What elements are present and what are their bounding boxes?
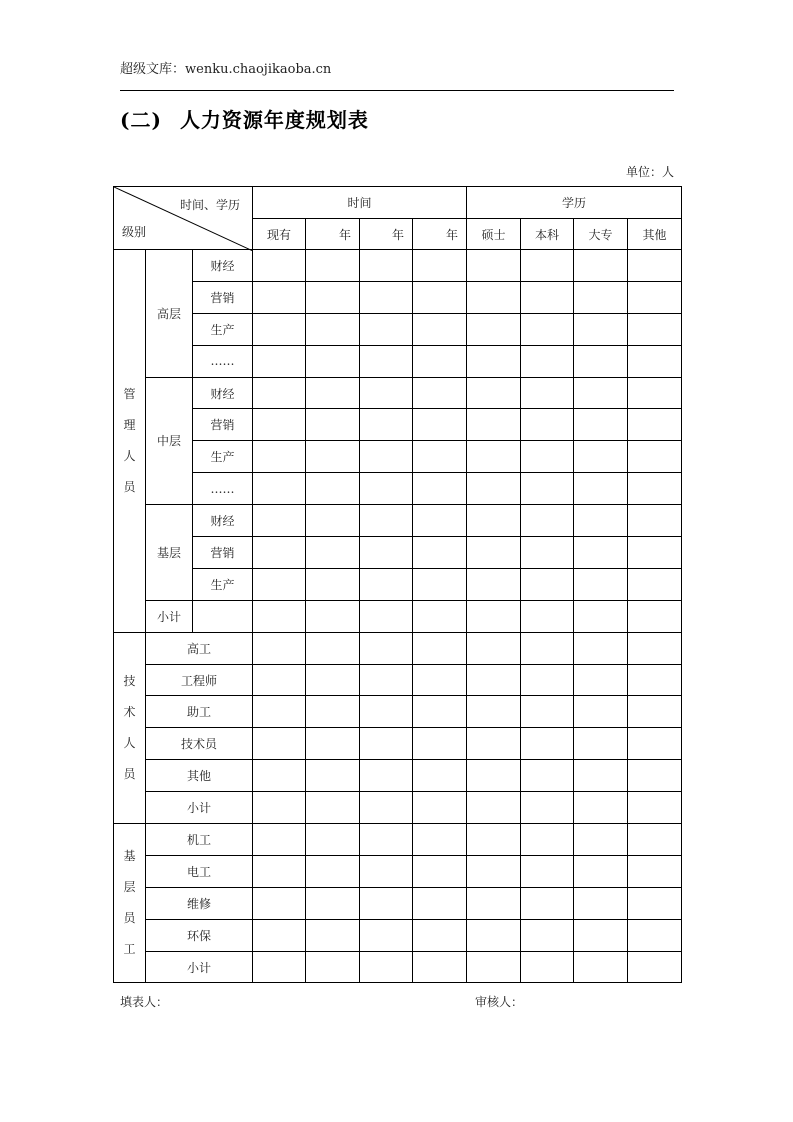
data-cell[interactable] xyxy=(413,728,467,760)
data-cell[interactable] xyxy=(413,377,467,409)
data-cell[interactable] xyxy=(306,632,360,664)
data-cell[interactable] xyxy=(521,441,574,473)
table-row xyxy=(114,441,682,473)
row-label: 营销 xyxy=(193,537,253,569)
table-row xyxy=(114,409,682,441)
data-cell[interactable] xyxy=(521,377,574,409)
data-cell[interactable] xyxy=(467,537,521,569)
data-cell[interactable] xyxy=(306,409,360,441)
section-label-char: 术 xyxy=(123,704,136,719)
data-cell[interactable] xyxy=(628,281,682,313)
data-cell[interactable] xyxy=(574,887,628,919)
section-label-char: 技 xyxy=(123,673,136,688)
data-cell[interactable] xyxy=(574,919,628,951)
data-cell[interactable] xyxy=(574,664,628,696)
data-cell[interactable] xyxy=(628,760,682,792)
data-cell[interactable] xyxy=(413,505,467,537)
data-cell[interactable] xyxy=(306,250,360,282)
data-cell[interactable] xyxy=(413,696,467,728)
data-cell[interactable] xyxy=(574,632,628,664)
data-cell[interactable] xyxy=(413,887,467,919)
col-header-other: 其他 xyxy=(628,219,682,250)
row-label: …… xyxy=(193,473,253,505)
data-cell[interactable] xyxy=(467,887,521,919)
data-cell[interactable] xyxy=(467,792,521,824)
section-label-char: 理 xyxy=(123,417,136,432)
data-cell[interactable] xyxy=(360,664,413,696)
row-label: 营销 xyxy=(193,281,253,313)
data-cell[interactable] xyxy=(574,473,628,505)
row-label: 机工 xyxy=(146,824,253,856)
data-cell[interactable] xyxy=(360,441,413,473)
data-cell[interactable] xyxy=(306,728,360,760)
data-cell[interactable] xyxy=(413,824,467,856)
data-cell[interactable] xyxy=(413,792,467,824)
data-cell[interactable] xyxy=(521,632,574,664)
data-cell[interactable] xyxy=(467,824,521,856)
data-cell[interactable] xyxy=(521,568,574,600)
section-label-char: 层 xyxy=(123,880,136,895)
table-row xyxy=(114,313,682,345)
table-row xyxy=(114,345,682,377)
data-cell[interactable] xyxy=(467,728,521,760)
data-cell[interactable] xyxy=(413,760,467,792)
row-label: 生产 xyxy=(193,568,253,600)
table-row xyxy=(114,696,682,728)
data-cell[interactable] xyxy=(413,664,467,696)
header-divider xyxy=(120,90,674,91)
table-row xyxy=(114,377,682,409)
data-cell[interactable] xyxy=(467,855,521,887)
data-cell[interactable] xyxy=(360,919,413,951)
subgroup-label: 基层 xyxy=(146,505,193,601)
data-cell[interactable] xyxy=(574,377,628,409)
filler-label: 填表人： xyxy=(120,995,169,1009)
row-label: 助工 xyxy=(146,696,253,728)
data-cell[interactable] xyxy=(521,250,574,282)
col-header-year-2: 年 xyxy=(360,219,413,250)
data-cell[interactable] xyxy=(413,250,467,282)
table-row xyxy=(114,600,682,632)
data-cell[interactable] xyxy=(360,250,413,282)
data-cell[interactable] xyxy=(413,473,467,505)
data-cell[interactable] xyxy=(360,887,413,919)
data-cell[interactable] xyxy=(467,473,521,505)
row-label: 财经 xyxy=(193,250,253,282)
row-label: 电工 xyxy=(146,855,253,887)
data-cell[interactable] xyxy=(467,441,521,473)
data-cell[interactable] xyxy=(467,409,521,441)
section-label-char: 工 xyxy=(123,942,136,957)
hr-plan-table xyxy=(113,186,682,983)
data-cell[interactable] xyxy=(521,792,574,824)
data-cell[interactable] xyxy=(360,345,413,377)
data-cell[interactable] xyxy=(253,281,306,313)
data-cell[interactable] xyxy=(253,568,306,600)
data-cell[interactable] xyxy=(253,951,306,983)
table-row xyxy=(114,824,682,856)
data-cell[interactable] xyxy=(467,696,521,728)
table-row xyxy=(114,505,682,537)
row-label: 其他 xyxy=(146,760,253,792)
data-cell[interactable] xyxy=(467,664,521,696)
subgroup-label: 中层 xyxy=(146,377,193,505)
data-cell[interactable] xyxy=(253,728,306,760)
data-cell[interactable] xyxy=(360,281,413,313)
data-cell[interactable] xyxy=(521,951,574,983)
data-cell[interactable] xyxy=(521,409,574,441)
data-cell[interactable] xyxy=(360,728,413,760)
data-cell[interactable] xyxy=(467,345,521,377)
group-header-time: 时间 xyxy=(253,187,467,219)
data-cell[interactable] xyxy=(253,345,306,377)
data-cell[interactable] xyxy=(467,919,521,951)
data-cell[interactable] xyxy=(360,505,413,537)
data-cell[interactable] xyxy=(574,281,628,313)
data-cell[interactable] xyxy=(306,345,360,377)
data-cell[interactable] xyxy=(521,281,574,313)
data-cell[interactable] xyxy=(253,792,306,824)
col-header-year-1: 年 xyxy=(306,219,360,250)
data-cell[interactable] xyxy=(521,855,574,887)
data-cell[interactable] xyxy=(360,792,413,824)
data-cell[interactable] xyxy=(413,345,467,377)
section-label-char: 员 xyxy=(123,766,136,781)
data-cell[interactable] xyxy=(413,568,467,600)
data-cell[interactable] xyxy=(628,696,682,728)
data-cell[interactable] xyxy=(306,696,360,728)
data-cell[interactable] xyxy=(467,632,521,664)
data-cell[interactable] xyxy=(521,760,574,792)
data-cell[interactable] xyxy=(628,250,682,282)
data-cell[interactable] xyxy=(253,760,306,792)
section-label xyxy=(114,250,146,633)
table-row xyxy=(114,632,682,664)
table-row xyxy=(114,250,682,282)
data-cell[interactable] xyxy=(253,696,306,728)
data-cell[interactable] xyxy=(360,696,413,728)
data-cell[interactable] xyxy=(574,824,628,856)
data-cell[interactable] xyxy=(253,919,306,951)
table-row xyxy=(114,568,682,600)
data-cell[interactable] xyxy=(521,537,574,569)
row-label: 生产 xyxy=(193,441,253,473)
data-cell[interactable] xyxy=(253,473,306,505)
table-row xyxy=(114,537,682,569)
data-cell[interactable] xyxy=(628,345,682,377)
data-cell[interactable] xyxy=(413,632,467,664)
row-label: 小计 xyxy=(146,951,253,983)
data-cell[interactable] xyxy=(628,792,682,824)
table-row xyxy=(114,281,682,313)
data-cell[interactable] xyxy=(628,919,682,951)
section-label-char: 人 xyxy=(123,735,136,750)
subgroup-label: 高层 xyxy=(146,250,193,378)
data-cell[interactable] xyxy=(521,600,574,632)
table-row xyxy=(114,951,682,983)
data-cell[interactable] xyxy=(360,409,413,441)
reviewer-label: 审核人： xyxy=(475,995,524,1009)
row-label: 营销 xyxy=(193,409,253,441)
data-cell[interactable] xyxy=(306,377,360,409)
section-label-char: 基 xyxy=(123,849,136,864)
data-cell[interactable] xyxy=(360,568,413,600)
table-row xyxy=(114,760,682,792)
data-cell[interactable] xyxy=(574,345,628,377)
data-cell[interactable] xyxy=(360,632,413,664)
data-cell[interactable] xyxy=(467,505,521,537)
data-cell[interactable] xyxy=(306,313,360,345)
group-header-education: 学历 xyxy=(467,187,682,219)
data-cell[interactable] xyxy=(574,760,628,792)
data-cell[interactable] xyxy=(628,600,682,632)
data-cell[interactable] xyxy=(467,760,521,792)
data-cell[interactable] xyxy=(574,600,628,632)
title-text: 人力资源年度规划表 xyxy=(179,108,369,132)
row-label: 环保 xyxy=(146,919,253,951)
data-cell[interactable] xyxy=(628,824,682,856)
row-label: 维修 xyxy=(146,887,253,919)
subtotal-label: 小计 xyxy=(146,600,193,632)
data-cell[interactable] xyxy=(253,537,306,569)
data-cell[interactable] xyxy=(467,281,521,313)
data-cell[interactable] xyxy=(467,600,521,632)
unit-label: 单位：人 xyxy=(625,165,674,179)
table-row xyxy=(114,792,682,824)
data-cell[interactable] xyxy=(360,377,413,409)
table-row xyxy=(114,919,682,951)
data-cell[interactable] xyxy=(467,377,521,409)
data-cell[interactable] xyxy=(360,473,413,505)
data-cell[interactable] xyxy=(413,951,467,983)
table-row xyxy=(114,887,682,919)
data-cell[interactable] xyxy=(253,855,306,887)
col-header-college: 大专 xyxy=(574,219,628,250)
section-label-char: 管 xyxy=(123,386,136,401)
data-cell[interactable] xyxy=(413,855,467,887)
data-cell[interactable] xyxy=(628,855,682,887)
data-cell[interactable] xyxy=(306,664,360,696)
data-cell[interactable] xyxy=(253,505,306,537)
data-cell[interactable] xyxy=(628,568,682,600)
data-cell[interactable] xyxy=(253,600,306,632)
site-header: 超级文库：wenku.chaojikaoba.cn xyxy=(120,62,332,77)
data-cell[interactable] xyxy=(413,313,467,345)
data-cell[interactable] xyxy=(306,600,360,632)
data-cell[interactable] xyxy=(253,824,306,856)
data-cell[interactable] xyxy=(574,696,628,728)
data-cell[interactable] xyxy=(628,313,682,345)
corner-header xyxy=(114,187,253,250)
table-row xyxy=(114,473,682,505)
data-cell[interactable] xyxy=(574,441,628,473)
data-cell[interactable] xyxy=(628,441,682,473)
data-cell[interactable] xyxy=(574,568,628,600)
data-cell[interactable] xyxy=(306,760,360,792)
row-label: 技术员 xyxy=(146,728,253,760)
data-cell[interactable] xyxy=(521,696,574,728)
data-cell[interactable] xyxy=(521,505,574,537)
data-cell[interactable] xyxy=(574,728,628,760)
data-cell[interactable] xyxy=(306,887,360,919)
data-cell[interactable] xyxy=(628,505,682,537)
col-header-year-3: 年 xyxy=(413,219,467,250)
section-label-char: 人 xyxy=(123,448,136,463)
data-cell[interactable] xyxy=(628,632,682,664)
data-cell[interactable] xyxy=(360,313,413,345)
data-cell[interactable] xyxy=(360,537,413,569)
data-cell[interactable] xyxy=(413,409,467,441)
data-cell[interactable] xyxy=(306,568,360,600)
data-cell[interactable] xyxy=(628,887,682,919)
row-label: 高工 xyxy=(146,632,253,664)
data-cell[interactable] xyxy=(413,281,467,313)
data-cell[interactable] xyxy=(574,951,628,983)
data-cell[interactable] xyxy=(360,600,413,632)
data-cell[interactable] xyxy=(467,250,521,282)
page-title xyxy=(120,104,369,133)
data-cell[interactable] xyxy=(360,855,413,887)
row-label: 财经 xyxy=(193,505,253,537)
data-cell[interactable] xyxy=(306,824,360,856)
data-cell[interactable] xyxy=(360,951,413,983)
data-cell[interactable] xyxy=(467,313,521,345)
data-cell[interactable] xyxy=(253,409,306,441)
data-cell[interactable] xyxy=(521,473,574,505)
data-cell[interactable] xyxy=(521,345,574,377)
corner-bottom-label: 级别 xyxy=(122,225,147,239)
data-cell[interactable] xyxy=(306,951,360,983)
row-label: 小计 xyxy=(146,792,253,824)
data-cell[interactable] xyxy=(628,377,682,409)
data-cell[interactable] xyxy=(306,281,360,313)
data-cell[interactable] xyxy=(193,600,253,632)
data-cell[interactable] xyxy=(306,473,360,505)
data-cell[interactable] xyxy=(628,951,682,983)
data-cell[interactable] xyxy=(253,377,306,409)
data-cell[interactable] xyxy=(628,409,682,441)
data-cell[interactable] xyxy=(306,537,360,569)
data-cell[interactable] xyxy=(306,919,360,951)
data-cell[interactable] xyxy=(574,409,628,441)
row-label: 财经 xyxy=(193,377,253,409)
data-cell[interactable] xyxy=(253,313,306,345)
data-cell[interactable] xyxy=(628,664,682,696)
data-cell[interactable] xyxy=(521,313,574,345)
section-label-char: 员 xyxy=(123,479,136,494)
row-label: 工程师 xyxy=(146,664,253,696)
data-cell[interactable] xyxy=(253,887,306,919)
data-cell[interactable] xyxy=(306,441,360,473)
data-cell[interactable] xyxy=(467,951,521,983)
data-cell[interactable] xyxy=(306,505,360,537)
col-header-current: 现有 xyxy=(253,219,306,250)
data-cell[interactable] xyxy=(521,919,574,951)
section-label xyxy=(114,632,146,823)
data-cell[interactable] xyxy=(521,824,574,856)
table-row xyxy=(114,728,682,760)
data-cell[interactable] xyxy=(521,664,574,696)
title-number: (二) xyxy=(120,108,162,132)
row-label: 生产 xyxy=(193,313,253,345)
data-cell[interactable] xyxy=(253,250,306,282)
row-label: …… xyxy=(193,345,253,377)
col-header-bachelor: 本科 xyxy=(521,219,574,250)
data-cell[interactable] xyxy=(521,887,574,919)
col-header-master: 硕士 xyxy=(467,219,521,250)
data-cell[interactable] xyxy=(574,250,628,282)
section-label xyxy=(114,824,146,983)
data-cell[interactable] xyxy=(306,792,360,824)
data-cell[interactable] xyxy=(413,919,467,951)
data-cell[interactable] xyxy=(574,792,628,824)
data-cell[interactable] xyxy=(413,441,467,473)
data-cell[interactable] xyxy=(628,728,682,760)
corner-top-label: 时间、学历 xyxy=(180,198,241,212)
data-cell[interactable] xyxy=(574,505,628,537)
data-cell[interactable] xyxy=(628,473,682,505)
data-cell[interactable] xyxy=(360,760,413,792)
data-cell[interactable] xyxy=(306,855,360,887)
data-cell[interactable] xyxy=(253,664,306,696)
table-row xyxy=(114,664,682,696)
data-cell[interactable] xyxy=(574,537,628,569)
table-row xyxy=(114,855,682,887)
data-cell[interactable] xyxy=(253,632,306,664)
data-cell[interactable] xyxy=(360,824,413,856)
data-cell[interactable] xyxy=(628,537,682,569)
data-cell[interactable] xyxy=(253,441,306,473)
data-cell[interactable] xyxy=(574,855,628,887)
data-cell[interactable] xyxy=(467,568,521,600)
data-cell[interactable] xyxy=(574,313,628,345)
data-cell[interactable] xyxy=(413,537,467,569)
section-label-char: 员 xyxy=(123,911,136,926)
data-cell[interactable] xyxy=(521,728,574,760)
data-cell[interactable] xyxy=(413,600,467,632)
